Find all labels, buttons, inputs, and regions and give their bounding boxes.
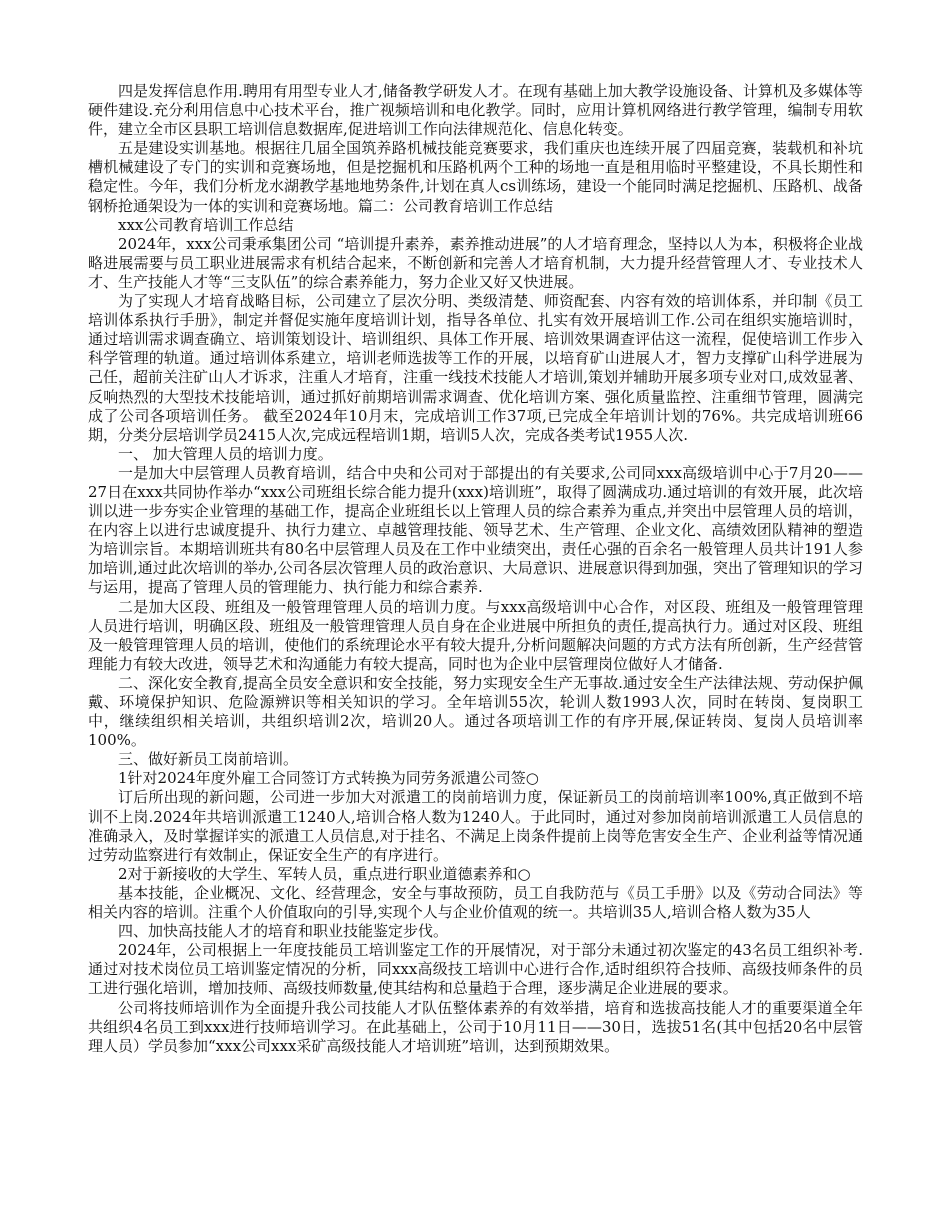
paragraph-item-1: 1针对2024年度外雇工合同签订方式转换为同劳务派遣公司签○ [118, 769, 539, 788]
paragraph-training-system: 为了实现人才培育战略目标，公司建立了层次分明、类级清楚、师资配套、内容有效的培训体系，并印制《员工培训体系执行手册》，制定并督促实施年度培训计划，指导各单位、扎实有效开展培训工作.公司在组织实施培训时，通过培训需求调查确立、培训策划设计、培训组织、具体工作开展、培训效果调查评估这一流程，促使培训工作步入科学管理的轨道。通过培训体系建立，培训老师选拔等工作的开展，以培育矿山进展人才，智力支撑矿山科学进展为己任，超前关注矿山人才诉求，注重人才培育，注重一线技术技能人才培训,策划并辅助开展多项专业对口,成效显著、反响热烈的大型技术技能培训，通过抓好前期培训需求调查、优化培训方案、强化质量监控、注重细节管理，圆满完成了公司各项培训任务。 截至2024年10月末，完成培训工作37项,已完成全年培训计划的76%。共完成培训班66期，分类分层培训学员2415人次,完成远程培训1期，培训5人次，完成各类考试1955人次. [88, 292, 863, 444]
section-title: xxx公司教育培训工作总结 [118, 215, 294, 234]
paragraph-general-management: 二是加大区段、班组及一般管理管理人员的培训力度。与xxx高级培训中心合作，对区段、班组及一般管理管理人员进行培训，明确区段、班组及一般管理管理人员自身在企业进展中所担负的责任,提高执行力。通过对区段、班组及一般管理管理人员的培训，使他们的系统理论水平有较大提升,分析问题解决问题的方式方法有所创新，生产经营管理能力有较大改进，领导艺术和沟通能力有较大提高，同时也为企业中层管理岗位做好人才储备. [88, 597, 863, 673]
paragraph-intro: 2024年，xxx公司秉承集团公司 “培训提升素养，素养推动进展”的人才培育理念，坚持以人为本，积极将企业战略进展需要与员工职业进展需求有机结合起来，不断创新和完善人才培育机制，大力提升经营管理人才、专业技术人才、生产技能人才等“三支队伍”的综合素养能力，努力企业又好又快进展。 [88, 234, 863, 291]
paragraph-middle-management: 一是加大中层管理人员教育培训，结合中央和公司对于部提出的有关要求,公司同xxx高级培训中心于7月20——27日在xxx共同协作举办“xxx公司班组长综合能力提升(xxx)培训班”，取得了圆满成功.通过培训的有效开展，此次培训以进一步夯实企业管理的基础工作，提高企业班组长以上管理人员的综合素养为重点,并突出中层管理人员的培训，在内容上以进行忠诚度提升、执行力建立、卓越管理技能、领导艺术、生产管理、企业文化、高绩效团队精神的塑造为培训宗旨。本期培训班共有80名中层管理人员及在工作中业绩突出，责任心强的百余名一般管理人员共计191人参加培训,通过此次培训的举办,公司各层次管理人员的政治意识、大局意识、进展意识得到加强，突出了管理知识的学习与运用，提高了管理人员的管理能力、执行能力和综合素养. [88, 463, 863, 597]
paragraph-safety-education: 二、深化安全教育,提高全员安全意识和安全技能，努力实现安全生产无事故.通过安全生产法律法规、劳动保护佩戴、环境保护知识、危险源辨识等相关知识的学习。全年培训55次，轮训人数1993人次，同时在转岗、复岗职工中，继续组织相关培训，共组织培训2次，培训20人。通过各项培训工作的有序开展,保证转岗、复岗人员培训率100%。 [88, 673, 863, 750]
heading-management-training: 一、 加大管理人员的培训力度。 [118, 444, 333, 463]
paragraph-info-role: 四是发挥信息作用.聘用有用型专业人才,储备教学研发人才。在现有基础上加大教学设施设备、计算机及多媒体等硬件建设.充分利用信息中心技术平台，推广视频培训和电化教学。同时，应用计算机网络进行教学管理，编制专用软件，建立全市区县职工培训信息数据库,促进培训工作向法律规范化、信息化转变。 [88, 82, 863, 139]
paragraph-dispatch-workers: 订后所出现的新问题，公司进一步加大对派遣工的岗前培训力度，保证新员工的岗前培训率100%,真正做到不培训不上岗.2024年共培训派遣工1240人,培训合格人数为1240人。于此同时，通过对参加岗前培训派遣工人员信息的准确录入，及时掌握详实的派遣工人员信息,对于挂名、不满足上岗条件提前上岗等危害安全生产、企业利益等情况通过劳动监察进行有效制止，保证安全生产的有序进行。 [88, 788, 863, 864]
paragraph-basic-skills: 基本技能，企业概况、文化、经营理念，安全与事故预防，员工自我防范与《员工手册》以及《劳动合同法》等相关内容的培训。注重个人价值取向的引导,实现个人与企业价值观的统一。共培训35人,培训合格人数为35人 [88, 883, 863, 922]
paragraph-item-2: 2对于新接收的大学生、军转人员，重点进行职业道德素养和○ [118, 864, 531, 883]
paragraph-skill-appraisal: 2024年，公司根据上一年度技能员工培训鉴定工作的开展情况，对于部分未通过初次鉴定的43名员工组织补考.通过对技术岗位员工培训鉴定情况的分析，同xxx高级技工培训中心进行合作,适时组织符合技师、高级技师条件的员工进行强化培训，增加技师、高级技师数量,使其结构和总量趋于合理，逐步满足企业进展的要求。 [88, 941, 863, 998]
heading-high-skill-talent: 四、加快高技能人才的培育和职业技能鉴定步伐。 [118, 922, 449, 941]
heading-new-employee-training: 三、做好新员工岗前培训。 [118, 750, 299, 769]
paragraph-technician-training: 公司将技师培训作为全面提升我公司技能人才队伍整体素养的有效举措，培育和选拔高技能人才的重要渠道全年共组织4名员工到xxx进行技师培训学习。在此基础上，公司于10月11日——30日，选拔51名(其中包括20名中层管理人员）学员参加“xxx公司xxx采矿高级技能人才培训班”培训，达到预期效果。 [88, 998, 863, 1055]
paragraph-training-base: 五是建设实训基地。根据往几届全国筑养路机械技能竞赛要求，我们重庆也连续开展了四届竞赛，装载机和补坑槽机械建设了专门的实训和竞赛场地，但是挖掘机和压路机两个工种的场地一直是租用临时平整建设，不具长期性和稳定性。今年，我们分析龙水湖教学基地地势条件,计划在真人cs训练场，建设一个能同时满足挖掘机、压路机、战备钢桥抢通架设为一体的实训和竞赛场地。篇二：公司教育培训工作总结 [88, 139, 863, 215]
